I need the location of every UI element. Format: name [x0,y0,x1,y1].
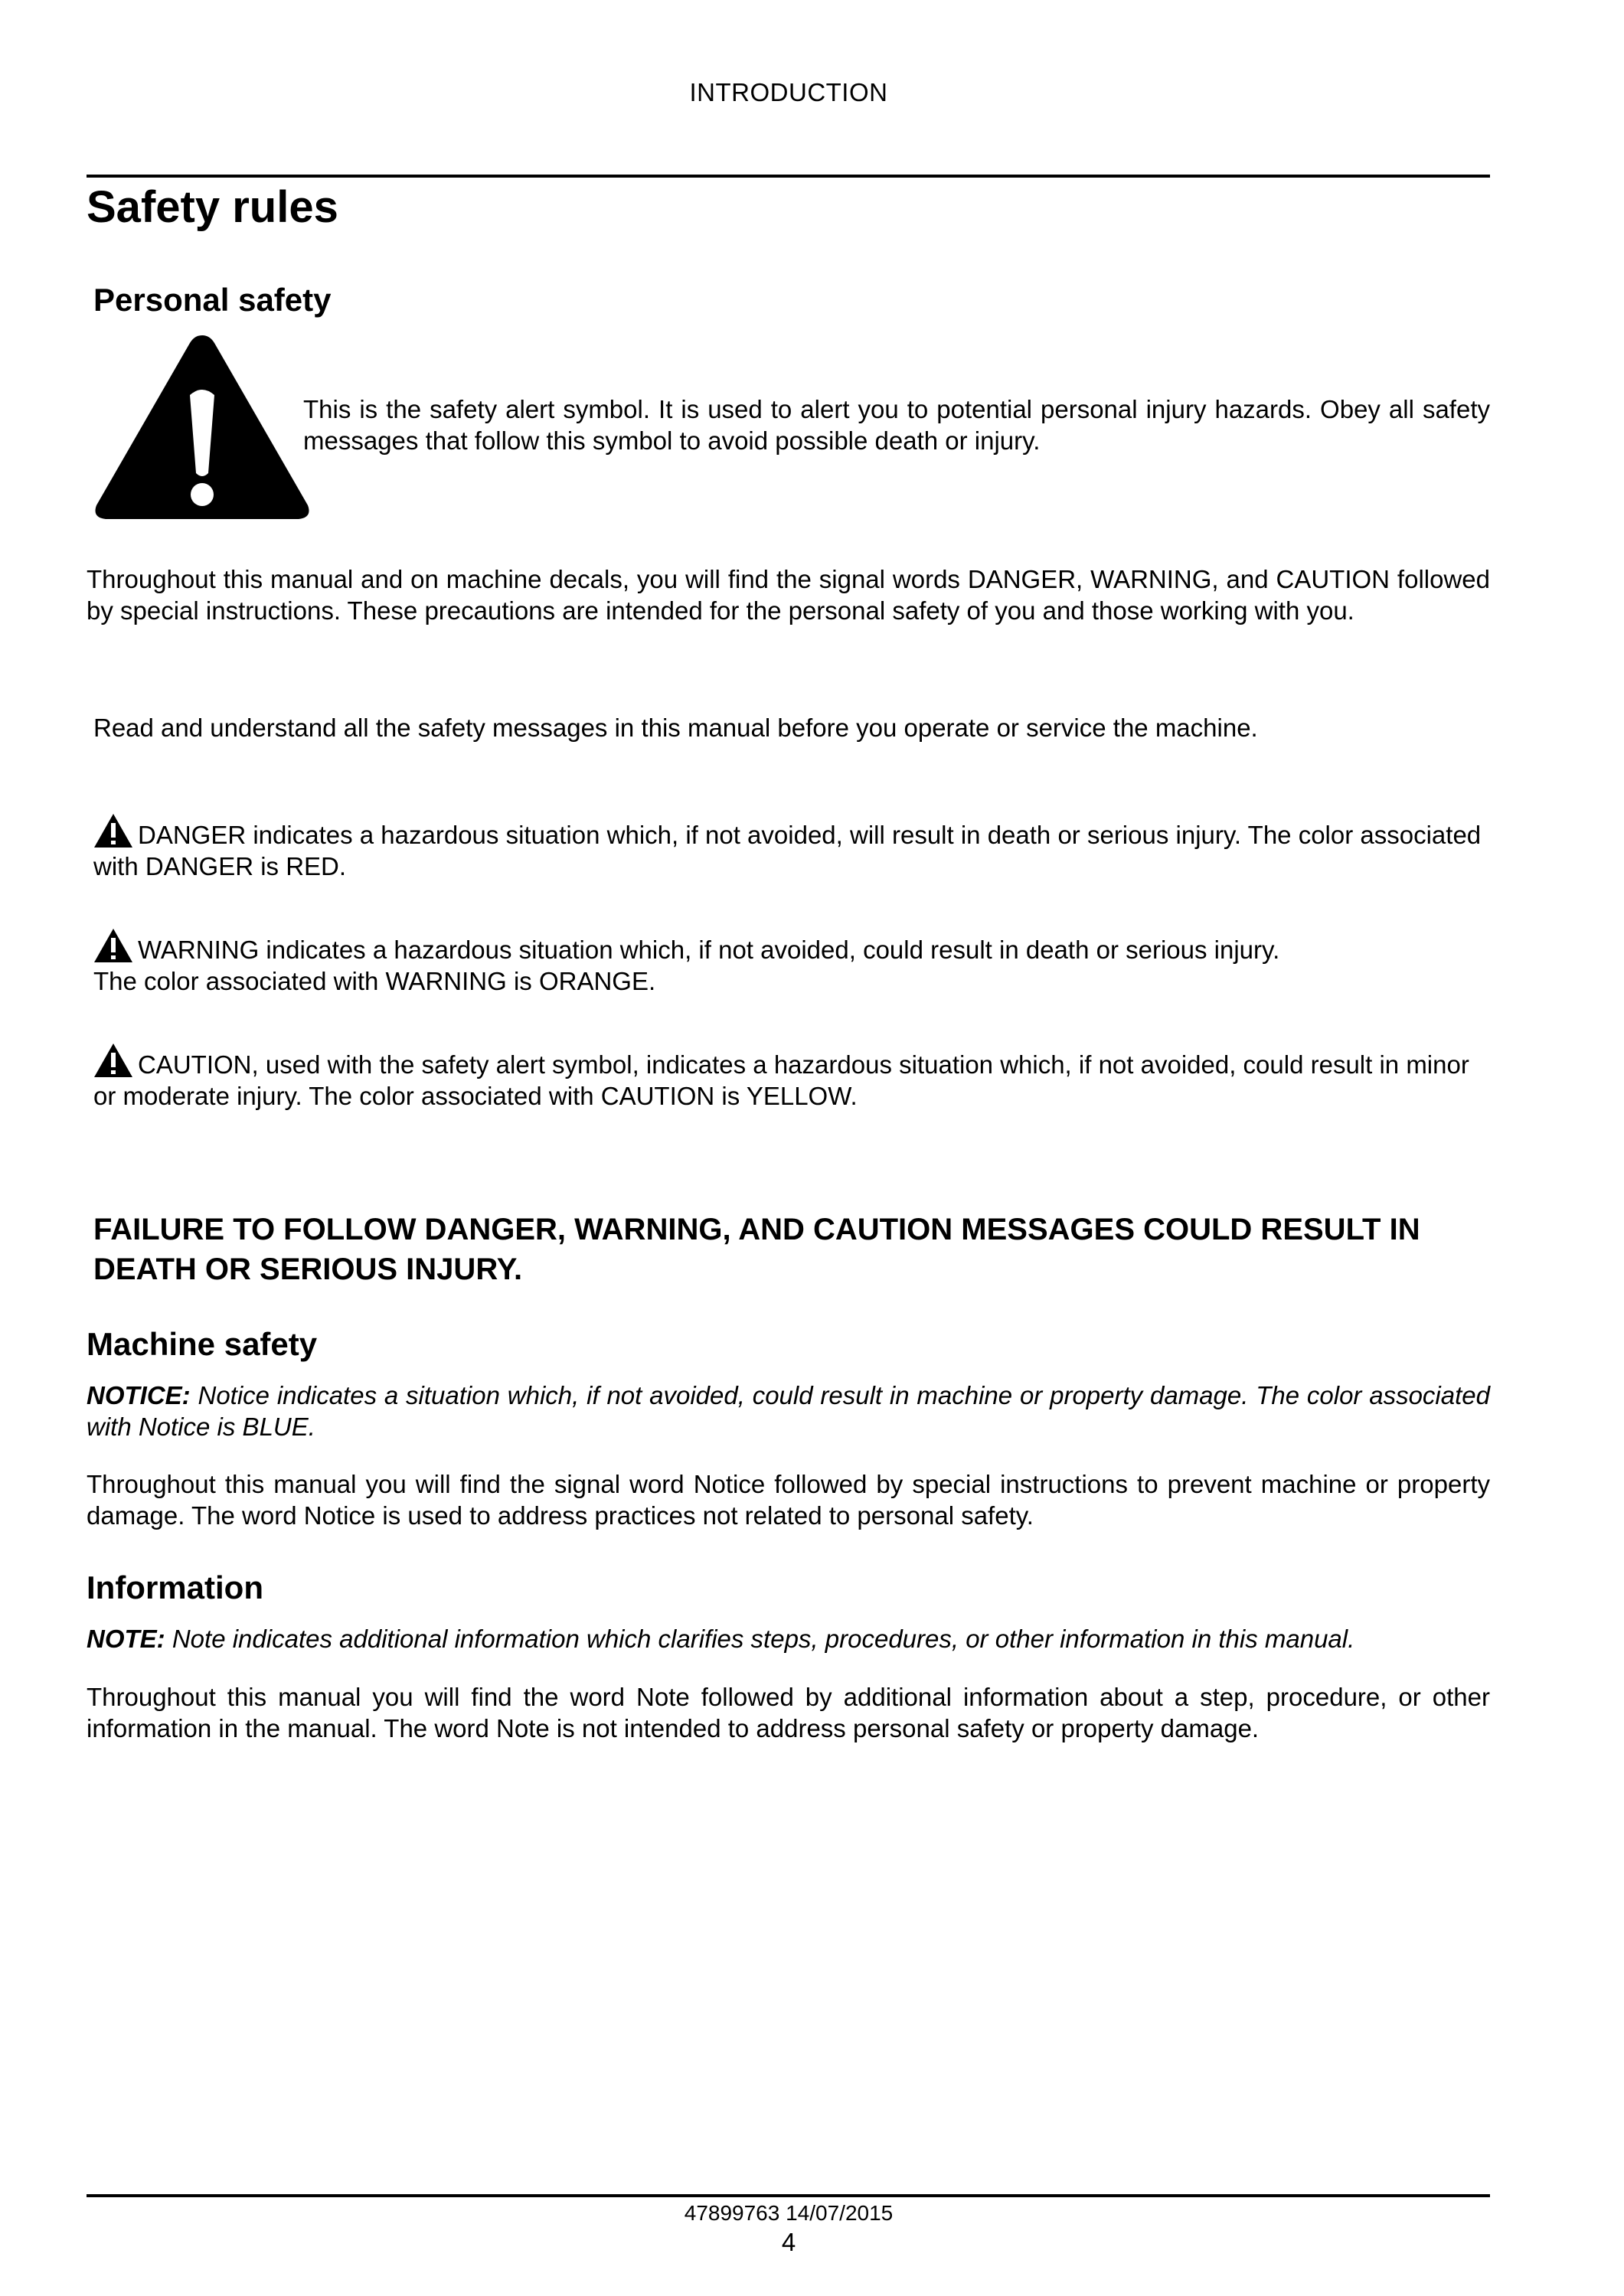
warning-message [93,928,1487,997]
footer-rule [87,2194,1490,2197]
read-understand-paragraph: Read and understand all the safety messages in this manual before you operate or service the machine. [93,714,1258,742]
document-reference: 47899763 14/07/2015 [684,2201,894,2225]
notice-label: NOTICE: [87,1381,191,1409]
notice-text: Notice indicates a situation which, if not avoided, could result in machine or property damage. The color associated with Notice is BLUE. [87,1381,1490,1441]
personal-safety-heading: Personal safety [93,282,332,318]
warning-text-line2: The color associated with WARNING is ORANGE. [93,967,656,995]
warning-text-line1: WARNING indicates a hazardous situation which, if not avoided, could result in death or serious injury. [138,936,1280,964]
safety-alert-icon [90,331,314,524]
failure-warning: FAILURE TO FOLLOW DANGER, WARNING, AND CAUTION MESSAGES COULD RESULT IN DEATH OR SERIOUS INJURY. [93,1213,1420,1286]
danger-message [93,813,1487,882]
header-rule [87,175,1490,178]
warning-alert-icon [93,928,133,963]
running-header: INTRODUCTION [689,78,888,106]
caution-alert-icon [93,1043,133,1078]
page-title: Safety rules [87,182,338,232]
information-heading: Information [87,1569,263,1605]
page-number: 4 [781,2228,796,2256]
note-text: Note indicates additional information which clarifies steps, procedures, or other information in this manual. [172,1625,1355,1653]
danger-alert-icon [93,813,133,848]
caution-text: CAUTION, used with the safety alert symbol, indicates a hazardous situation which, if not avoided, could result in minor or moderate injury. The color associated with CAUTION is YELLOW. [93,1050,1469,1110]
note-paragraph [87,1623,1490,1654]
notice-paragraph [87,1380,1490,1442]
notice-explanation: Throughout this manual you will find the signal word Notice followed by special instructions to prevent machine or property damage. The word Notice is used to address practices not related to personal safety. [87,1470,1490,1530]
machine-safety-heading: Machine safety [87,1326,318,1362]
alert-symbol-description: This is the safety alert symbol. It is used to alert you to potential personal injury hazards. Obey all safety messages that follow this symbol to avoid possible death or injury. [303,395,1490,455]
note-label: NOTE: [87,1625,165,1653]
signal-words-paragraph: Throughout this manual and on machine decals, you will find the signal words DANGER, WARNING, and CAUTION followed by special instructions. These precautions are intended for the personal safety of you and those working with you. [87,565,1490,625]
danger-text: DANGER indicates a hazardous situation which, if not avoided, will result in death or serious injury. The color associated with DANGER is RED. [93,821,1482,880]
note-explanation: Throughout this manual you will find the word Note followed by additional information about a step, procedure, or other information in the manual. The word Note is not intended to address personal safety or property damage. [87,1683,1490,1742]
caution-message [93,1043,1487,1112]
